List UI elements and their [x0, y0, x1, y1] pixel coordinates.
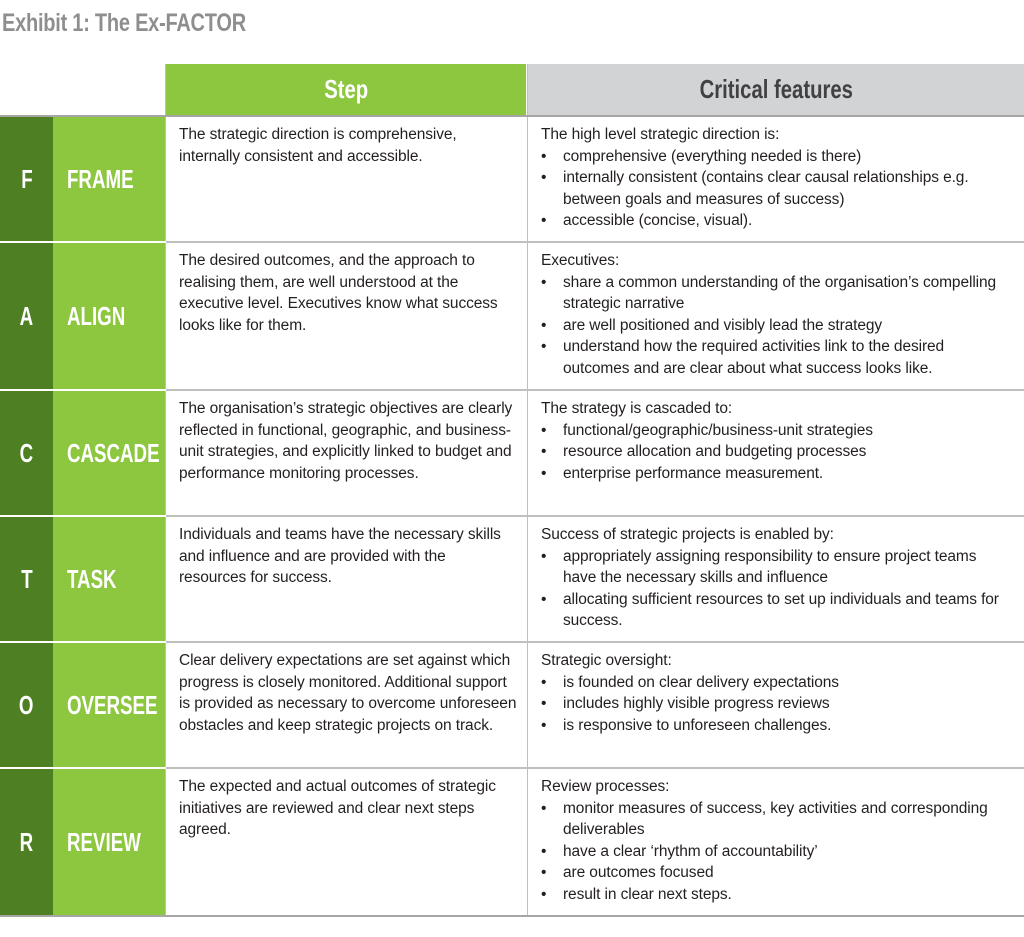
table-row-frame [0, 117, 1024, 241]
step-column-header [166, 64, 526, 115]
row-letter: F [20, 163, 33, 194]
list-item: • understand how the required activities link to the desired outcomes and are clear about what success looks like. [541, 336, 1012, 379]
critical-intro: Executives: [541, 252, 620, 269]
critical-intro: The strategy is cascaded to: [541, 400, 733, 417]
step-description: Clear delivery expectations are set against which progress is closely monitored. Additional support is provided as necessary to overcome unforeseen obstacles and keep strategic projects on track. [179, 652, 517, 734]
table-row-task [0, 517, 1024, 641]
list-item: • resource allocation and budgeting processes [541, 441, 1012, 463]
list-item: • result in clear next steps. [541, 884, 1012, 906]
critical-bullet-list [541, 272, 1012, 380]
grid-divider [0, 115, 1024, 117]
step-description: The desired outcomes, and the approach to realising them, are well understood at the executive level. Executives know what success looks like for them. [179, 252, 498, 334]
row-name: REVIEW [67, 826, 141, 857]
grid-divider [53, 767, 1024, 769]
list-item: • are well positioned and visibly lead the strategy [541, 315, 1012, 337]
list-item: • allocating sufficient resources to set up individuals and teams for success. [541, 589, 1012, 632]
exhibit-title: Exhibit 1: The Ex-FACTOR [2, 9, 246, 37]
list-item: • monitor measures of success, key activities and corresponding deliverables [541, 798, 1012, 841]
row-name-cell [53, 769, 165, 915]
critical-intro: Review processes: [541, 778, 670, 795]
step-description: Individuals and teams have the necessary skills and influence and are provided with the resources for success. [179, 526, 501, 586]
critical-bullet-list [541, 546, 1012, 632]
list-item: • enterprise performance measurement. [541, 463, 1012, 485]
row-name: OVERSEE [67, 689, 158, 720]
row-letter: A [19, 300, 34, 331]
row-name-cell [53, 391, 165, 515]
list-item: • includes highly visible progress reviews [541, 693, 1012, 715]
critical-features-cell [528, 517, 1024, 641]
step-description: The organisation’s strategic objectives are clearly reflected in functional, geographic, and business-unit strategies, and explicitly linked to budget and performance monitoring processes. [179, 400, 513, 482]
grid-divider [527, 64, 528, 916]
critical-bullet-list [541, 672, 1012, 737]
row-name-cell [53, 517, 165, 641]
list-item: • functional/geographic/business-unit strategies [541, 420, 1012, 442]
step-description: The expected and actual outcomes of strategic initiatives are reviewed and clear next steps agreed. [179, 778, 496, 838]
grid-divider [53, 641, 1024, 643]
critical-header-label: Critical features [699, 74, 853, 104]
list-item: • is founded on clear delivery expectations [541, 672, 1012, 694]
grid-divider [165, 64, 166, 916]
critical-features-column-header [528, 64, 1024, 115]
critical-intro: The high level strategic direction is: [541, 126, 780, 143]
row-separator [0, 241, 166, 243]
row-letter-cell [0, 117, 53, 241]
row-letter: C [19, 437, 34, 468]
list-item: • are outcomes focused [541, 862, 1012, 884]
list-item: • appropriately assigning responsibility to ensure project teams have the necessary skills and influence [541, 546, 1012, 589]
table-row-review [0, 769, 1024, 915]
critical-intro: Strategic oversight: [541, 652, 672, 669]
row-letter-cell [0, 769, 53, 915]
step-description: The strategic direction is comprehensive, internally consistent and accessible. [179, 126, 457, 165]
critical-intro: Success of strategic projects is enabled by: [541, 526, 834, 543]
critical-features-cell [528, 117, 1024, 241]
table-row-align [0, 243, 1024, 389]
critical-bullet-list [541, 798, 1012, 906]
critical-features-cell [528, 643, 1024, 767]
row-letter-cell [0, 517, 53, 641]
step-header-label: Step [324, 74, 368, 104]
row-separator [0, 389, 166, 391]
critical-bullet-list [541, 420, 1012, 485]
grid-divider [0, 915, 1024, 917]
table-row-oversee [0, 643, 1024, 767]
row-letter-cell [0, 243, 53, 389]
list-item: • share a common understanding of the organisation’s compelling strategic narrative [541, 272, 1012, 315]
row-letter: O [19, 689, 34, 720]
critical-bullet-list [541, 146, 1012, 232]
row-letter-cell [0, 391, 53, 515]
list-item: • accessible (concise, visual). [541, 210, 1012, 232]
row-letter-cell [0, 643, 53, 767]
row-name-cell [53, 243, 165, 389]
row-separator [0, 641, 166, 643]
list-item: • have a clear ‘rhythm of accountability’ [541, 841, 1012, 863]
list-item: • comprehensive (everything needed is there) [541, 146, 1012, 168]
row-separator [0, 767, 166, 769]
grid-divider [53, 515, 1024, 517]
row-name: CASCADE [67, 437, 160, 468]
table-row-cascade [0, 391, 1024, 515]
row-letter: T [20, 563, 33, 594]
row-name: ALIGN [67, 300, 126, 331]
row-name-cell [53, 643, 165, 767]
list-item: • is responsive to unforeseen challenges. [541, 715, 1012, 737]
list-item: • internally consistent (contains clear causal relationships e.g. between goals and measures of success) [541, 167, 1012, 210]
row-separator [0, 515, 166, 517]
critical-features-cell [528, 391, 1024, 515]
row-letter: R [19, 826, 34, 857]
critical-features-cell [528, 243, 1024, 389]
grid-divider [53, 389, 1024, 391]
row-name-cell [53, 117, 165, 241]
row-name: TASK [67, 563, 117, 594]
grid-divider [53, 241, 1024, 243]
critical-features-cell [528, 769, 1024, 915]
row-name: FRAME [67, 163, 134, 194]
